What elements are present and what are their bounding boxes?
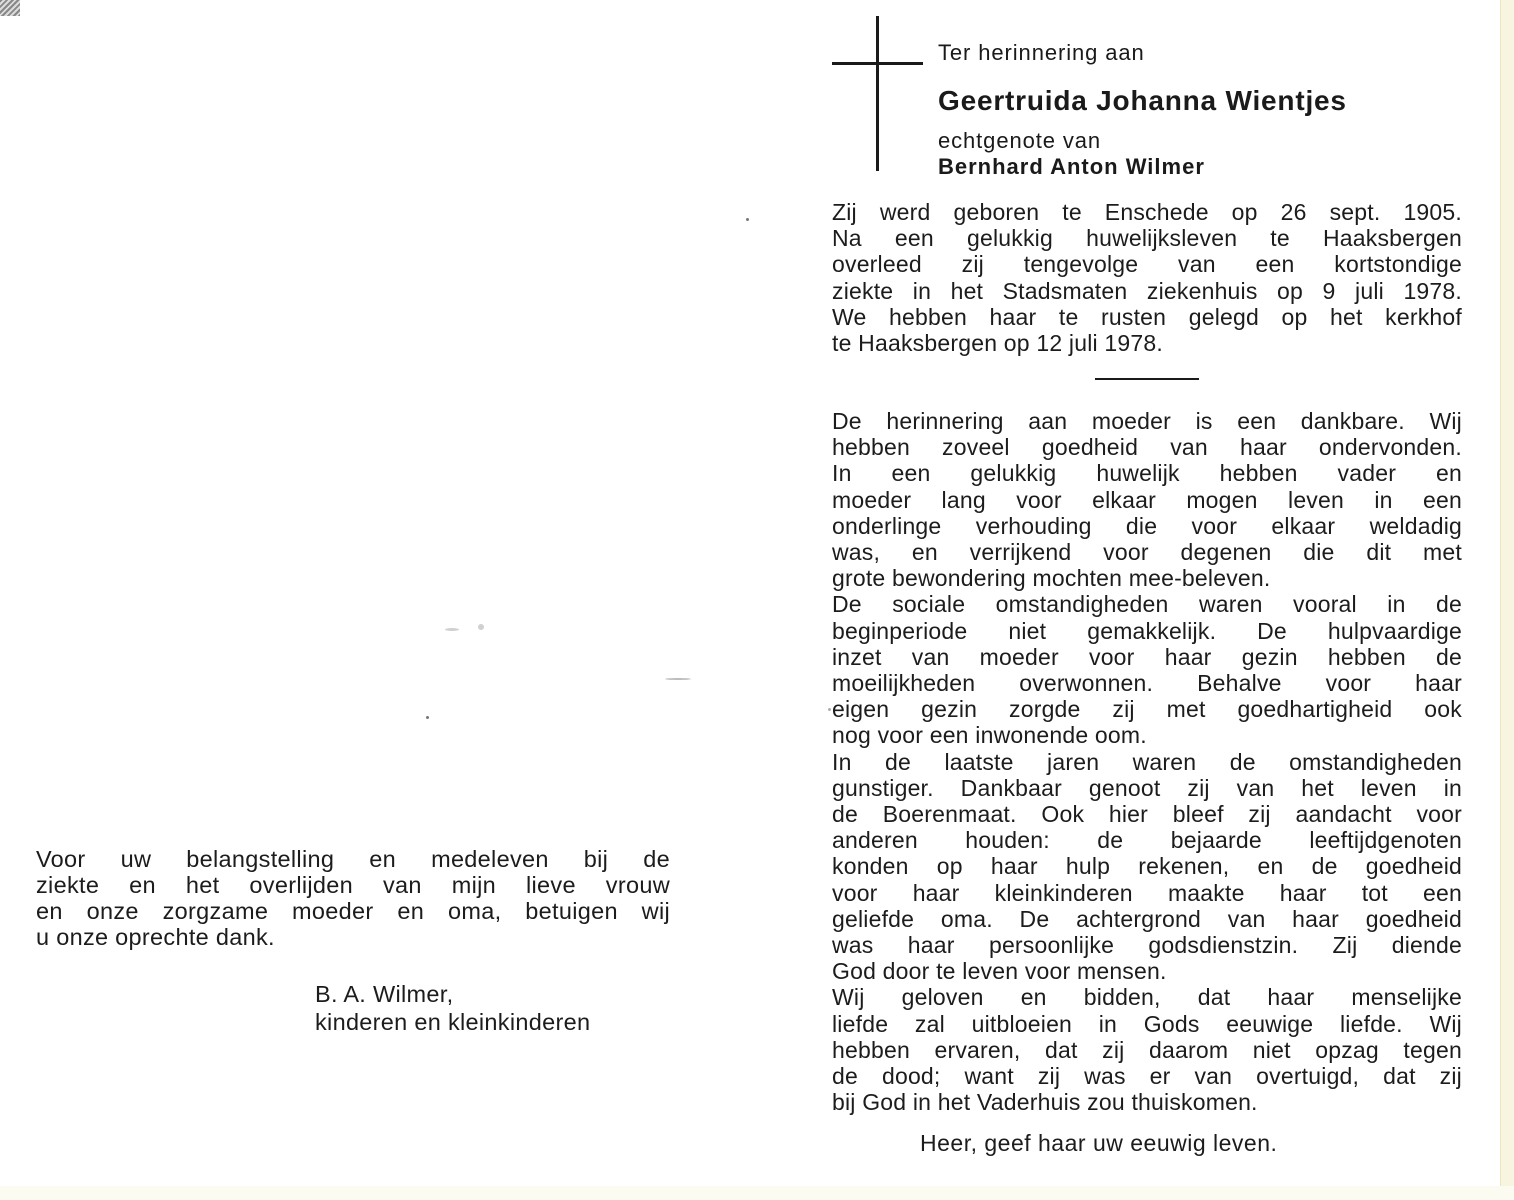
memoir-line: was haar persoonlijke godsdienstzin. Zij diende (832, 932, 1462, 959)
scan-speck (478, 624, 484, 630)
biography-line: ziekte in het Stadsmaten ziekenhuis op 9 juli 1978. (832, 277, 1462, 304)
biography-paragraph (832, 199, 1462, 356)
memoir-line: gunstiger. Dankbaar genoot zij van het leven in (832, 774, 1462, 801)
scan-speck (445, 628, 459, 631)
memoir-line: Wij geloven en bidden, dat haar menselijke (832, 984, 1462, 1011)
memoir-line: beginperiode niet gemakkelijk. De hulpvaardige (832, 617, 1462, 644)
memoir-line: moeilijkheden overwonnen. Behalve voor haar (832, 670, 1462, 697)
thanks-line: u onze oprechte dank. (36, 924, 275, 950)
thanks-line: en onze zorgzame moeder en oma, betuigen wij (36, 898, 670, 924)
thanks-line: ziekte en het overlijden van mijn lieve vrouw (36, 872, 670, 898)
card-edge-bottom (0, 1186, 1514, 1200)
biography-line: overleed zij tengevolge van een kortstondige (832, 251, 1462, 278)
biography-line: te Haaksbergen op 12 juli 1978. (832, 330, 1163, 357)
memoir-line: voor haar kleinkinderen maakte haar tot een (832, 879, 1462, 906)
memoir-line: De herinnering aan moeder is een dankbare. Wij (832, 408, 1462, 434)
memoir-line: was, en verrijkend voor degenen die dit met (832, 539, 1462, 566)
memoir-line: In een gelukkig huwelijk hebben vader en (832, 460, 1462, 487)
biography-line: Na een gelukkig huwelijksleven te Haaksbergen (832, 225, 1462, 252)
memoir-line: De sociale omstandigheden waren vooral in de (832, 591, 1462, 618)
spouse-name: Bernhard Anton Wilmer (938, 154, 1205, 179)
memoir-line: de dood; want zij was er van overtuigd, dat zij (832, 1063, 1462, 1090)
memoir-line: hebben zoveel goedheid van haar ondervonden. (832, 434, 1462, 461)
intro-text: Ter herinnering aan (938, 40, 1145, 65)
thanks-note (36, 846, 670, 950)
signature-line: B. A. Wilmer, (315, 981, 454, 1007)
memoir-line: de Boerenmaat. Ook hier bleef zij aandacht voor (832, 801, 1462, 828)
scan-speck (426, 716, 429, 719)
thanks-signature (315, 980, 590, 1036)
signature-line: kinderen en kleinkinderen (315, 1009, 591, 1035)
spouse-label: echtgenote van (938, 128, 1102, 153)
memoir-line: inzet van moeder voor haar gezin hebben de (832, 643, 1462, 670)
biography-line: We hebben haar te rusten gelegd op het kerkhof (832, 303, 1462, 330)
scan-speck (746, 218, 749, 221)
memoir-line: God door te leven voor mensen. (832, 958, 1167, 985)
closing-prayer: Heer, geef haar uw eeuwig leven. (920, 1130, 1278, 1156)
memoir-paragraph (832, 408, 1462, 1115)
deceased-name: Geertruida Johanna Wientjes (938, 85, 1347, 116)
memoir-line: In de laatste jaren waren de omstandigheden (832, 748, 1462, 775)
scan-speck (665, 678, 691, 680)
memoir-line: bij God in het Vaderhuis zou thuiskomen. (832, 1089, 1258, 1116)
cross-icon-horizontal (832, 62, 923, 65)
memoir-line: konden op haar hulp rekenen, en de goedheid (832, 853, 1462, 880)
memoir-line: grote bewondering mochten mee-beleven. (832, 565, 1271, 592)
memoir-line: moeder lang voor elkaar mogen leven in een (832, 486, 1462, 513)
memoir-line: anderen houden: de bejaarde leeftijdgenoten (832, 827, 1462, 854)
memoir-line: liefde zal uitbloeien in Gods eeuwige liefde. Wij (832, 1010, 1462, 1037)
memoir-line: nog voor een inwonende oom. (832, 722, 1147, 749)
memoir-line: eigen gezin zorgde zij met goedhartigheid ook (832, 696, 1462, 723)
memoir-line: geliefde oma. De achtergrond van haar goedheid (832, 905, 1462, 932)
cross-icon-vertical (876, 16, 879, 171)
scan-speck (828, 708, 831, 711)
thanks-line: Voor uw belangstelling en medeleven bij de (36, 846, 670, 872)
biography-line: Zij werd geboren te Enschede op 26 sept. 1905. (832, 199, 1462, 225)
memoir-line: hebben ervaren, dat zij daarom niet opzag tegen (832, 1036, 1462, 1063)
memoir-line: onderlinge verhouding die voor elkaar weldadig (832, 512, 1462, 539)
card-edge-right (1500, 0, 1514, 1200)
corner-scan-mark (0, 0, 20, 16)
section-divider (1095, 378, 1199, 380)
